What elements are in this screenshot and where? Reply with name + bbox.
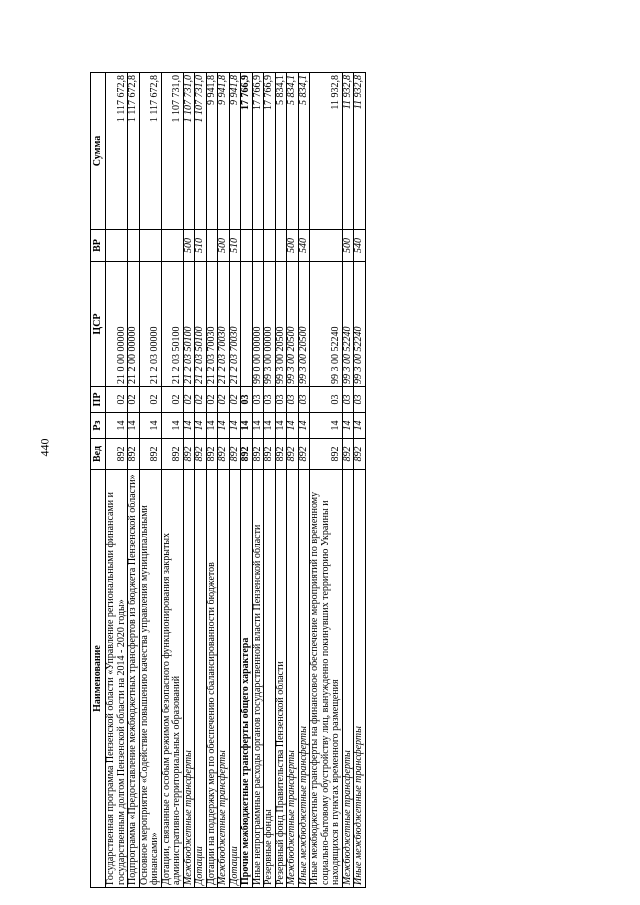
cell-pr: 02 (106, 387, 128, 413)
cell-pr: 02 (161, 387, 183, 413)
cell-name: Дотации (229, 470, 241, 888)
header-pr: ПР (91, 387, 106, 413)
cell-ved: 892 (106, 439, 128, 470)
cell-rz: 14 (342, 413, 354, 439)
cell-pr: 02 (218, 387, 230, 413)
cell-sum: 1 107 731,0 (183, 73, 195, 230)
cell-ved: 892 (275, 439, 287, 470)
cell-sum: 17 766,9 (241, 73, 253, 230)
header-sum: Сумма (91, 73, 106, 230)
table-row (139, 73, 161, 888)
rotated-table-container (90, 73, 510, 888)
header-rz: Рз (91, 413, 106, 439)
cell-ved: 892 (252, 439, 264, 470)
cell-csr: 99 3 00 20500 (275, 262, 287, 387)
cell-ved: 892 (183, 439, 195, 470)
cell-pr: 02 (139, 387, 161, 413)
cell-csr: 21 2 03 50100 (161, 262, 183, 387)
cell-rz: 14 (298, 413, 310, 439)
table-row (287, 73, 299, 888)
cell-ved: 892 (310, 439, 343, 470)
cell-sum: 1 117 672,8 (128, 73, 140, 230)
table-row (310, 73, 343, 888)
cell-csr: 99 3 00 52240 (354, 262, 366, 387)
cell-vr: 500 (183, 230, 195, 262)
cell-sum: 17 766,9 (264, 73, 276, 230)
table-row (229, 73, 241, 888)
cell-ved: 892 (298, 439, 310, 470)
table-body (106, 73, 366, 888)
cell-rz: 14 (241, 413, 253, 439)
cell-rz: 14 (310, 413, 343, 439)
cell-vr (275, 230, 287, 262)
cell-vr: 510 (229, 230, 241, 262)
table-row (354, 73, 366, 888)
cell-name: Межбюджетные трансферты (342, 470, 354, 888)
table-row (275, 73, 287, 888)
cell-sum: 1 117 672,8 (106, 73, 128, 230)
cell-pr: 03 (241, 387, 253, 413)
table-row (161, 73, 183, 888)
cell-rz: 14 (229, 413, 241, 439)
cell-name: Иные непрограммные расходы органов государственной власти Пензенской области (252, 470, 264, 888)
cell-ved: 892 (287, 439, 299, 470)
header-vr: ВР (91, 230, 106, 262)
cell-pr: 03 (354, 387, 366, 413)
table-row (195, 73, 207, 888)
cell-vr: 540 (354, 230, 366, 262)
cell-csr: 21 2 03 70030 (218, 262, 230, 387)
cell-name: Подпрограмма «Предоставление межбюджетных трансфертов из бюджета Пензенской области» (128, 470, 140, 888)
cell-rz: 14 (139, 413, 161, 439)
cell-vr: 500 (218, 230, 230, 262)
cell-vr: 510 (195, 230, 207, 262)
cell-ved: 892 (128, 439, 140, 470)
cell-csr: 99 0 00 00000 (252, 262, 264, 387)
cell-rz: 14 (264, 413, 276, 439)
cell-vr (206, 230, 218, 262)
cell-name: Дотации на поддержку мер по обеспечению сбалансированности бюджетов (206, 470, 218, 888)
cell-sum: 17 766,9 (252, 73, 264, 230)
cell-rz: 14 (287, 413, 299, 439)
table-row (298, 73, 310, 888)
cell-vr (310, 230, 343, 262)
cell-vr (241, 230, 253, 262)
table-row (206, 73, 218, 888)
cell-name: Межбюджетные трансферты (287, 470, 299, 888)
cell-pr: 02 (183, 387, 195, 413)
cell-sum: 5 834,1 (298, 73, 310, 230)
cell-name: Прочие межбюджетные трансферты общего характера (241, 470, 253, 888)
cell-vr: 500 (342, 230, 354, 262)
table-header-row (91, 73, 106, 888)
cell-pr: 03 (298, 387, 310, 413)
cell-sum: 5 834,1 (275, 73, 287, 230)
cell-sum: 1 107 731,0 (161, 73, 183, 230)
table-row (342, 73, 354, 888)
cell-ved: 892 (218, 439, 230, 470)
cell-sum: 1 107 731,0 (195, 73, 207, 230)
cell-rz: 14 (161, 413, 183, 439)
cell-ved: 892 (354, 439, 366, 470)
table-row (264, 73, 276, 888)
cell-name: Иные межбюджетные трансферты на финансовое обеспечение мероприятий по временному социально-бытовому обустройству лиц, вынужденно покинувших территорию Украины и находящихся в пунктах временного размещения (310, 470, 343, 888)
cell-sum: 11 932,8 (354, 73, 366, 230)
cell-ved: 892 (206, 439, 218, 470)
table-row (252, 73, 264, 888)
table-row (128, 73, 140, 888)
cell-name: Основное мероприятие «Содействие повышению качества управления муниципальными финансами» (139, 470, 161, 888)
cell-rz: 14 (195, 413, 207, 439)
cell-pr: 02 (128, 387, 140, 413)
cell-ved: 892 (139, 439, 161, 470)
header-ved: Вед (91, 439, 106, 470)
budget-table (90, 72, 366, 888)
cell-ved: 892 (195, 439, 207, 470)
cell-csr: 21 2 00 00000 (128, 262, 140, 387)
cell-csr (241, 262, 253, 387)
cell-name: Иные межбюджетные трансферты (298, 470, 310, 888)
cell-rz: 14 (183, 413, 195, 439)
cell-vr (252, 230, 264, 262)
cell-rz: 14 (354, 413, 366, 439)
cell-vr: 500 (287, 230, 299, 262)
cell-pr: 03 (275, 387, 287, 413)
cell-name: Дотации, связанные с особым режимом безопасного функционирования закрытых административно-территориальных образований (161, 470, 183, 888)
cell-rz: 14 (252, 413, 264, 439)
cell-pr: 03 (264, 387, 276, 413)
cell-ved: 892 (229, 439, 241, 470)
header-name: Наименование (91, 470, 106, 888)
cell-sum: 1 117 672,8 (139, 73, 161, 230)
cell-pr: 03 (342, 387, 354, 413)
cell-name: Межбюджетные трансферты (183, 470, 195, 888)
cell-sum: 9 941,8 (206, 73, 218, 230)
cell-rz: 14 (206, 413, 218, 439)
cell-pr: 02 (206, 387, 218, 413)
cell-vr (139, 230, 161, 262)
cell-pr: 03 (252, 387, 264, 413)
cell-rz: 14 (128, 413, 140, 439)
cell-sum: 5 834,1 (287, 73, 299, 230)
cell-rz: 14 (106, 413, 128, 439)
cell-csr: 99 3 00 20500 (287, 262, 299, 387)
cell-name: Резервные фонды (264, 470, 276, 888)
cell-sum: 11 932,8 (342, 73, 354, 230)
cell-name: Резервный фонд Правительства Пензенской области (275, 470, 287, 888)
cell-rz: 14 (218, 413, 230, 439)
cell-csr: 99 3 00 20500 (298, 262, 310, 387)
cell-vr (264, 230, 276, 262)
cell-pr: 02 (229, 387, 241, 413)
cell-vr: 540 (298, 230, 310, 262)
cell-ved: 892 (264, 439, 276, 470)
table-row (218, 73, 230, 888)
cell-sum: 9 941,8 (218, 73, 230, 230)
table-row (241, 73, 253, 888)
cell-pr: 02 (195, 387, 207, 413)
cell-rz: 14 (275, 413, 287, 439)
cell-csr: 99 3 00 52240 (342, 262, 354, 387)
cell-vr (128, 230, 140, 262)
cell-pr: 03 (310, 387, 343, 413)
cell-name: Межбюджетные трансферты (218, 470, 230, 888)
cell-sum: 11 932,8 (310, 73, 343, 230)
cell-sum: 9 941,8 (229, 73, 241, 230)
header-csr: ЦСР (91, 262, 106, 387)
cell-csr: 99 3 00 00000 (264, 262, 276, 387)
cell-csr: 21 2 03 50100 (183, 262, 195, 387)
cell-ved: 892 (161, 439, 183, 470)
page-number: 440 (37, 438, 52, 457)
cell-vr (106, 230, 128, 262)
cell-csr: 21 2 03 70030 (229, 262, 241, 387)
cell-ved: 892 (342, 439, 354, 470)
cell-pr: 03 (287, 387, 299, 413)
cell-csr: 21 2 03 70030 (206, 262, 218, 387)
cell-ved: 892 (241, 439, 253, 470)
cell-name: Дотации (195, 470, 207, 888)
cell-csr: 99 3 00 52240 (310, 262, 343, 387)
table-row (106, 73, 128, 888)
cell-vr (161, 230, 183, 262)
cell-name: Государственная программа Пензенской области «Управление региональными финансами и государственным долгом Пензенской области на 2014 - 2020 годы» (106, 470, 128, 888)
cell-csr: 21 2 03 00000 (139, 262, 161, 387)
cell-csr: 21 2 03 50100 (195, 262, 207, 387)
table-row (183, 73, 195, 888)
cell-csr: 21 0 00 00000 (106, 262, 128, 387)
cell-name: Иные межбюджетные трансферты (354, 470, 366, 888)
